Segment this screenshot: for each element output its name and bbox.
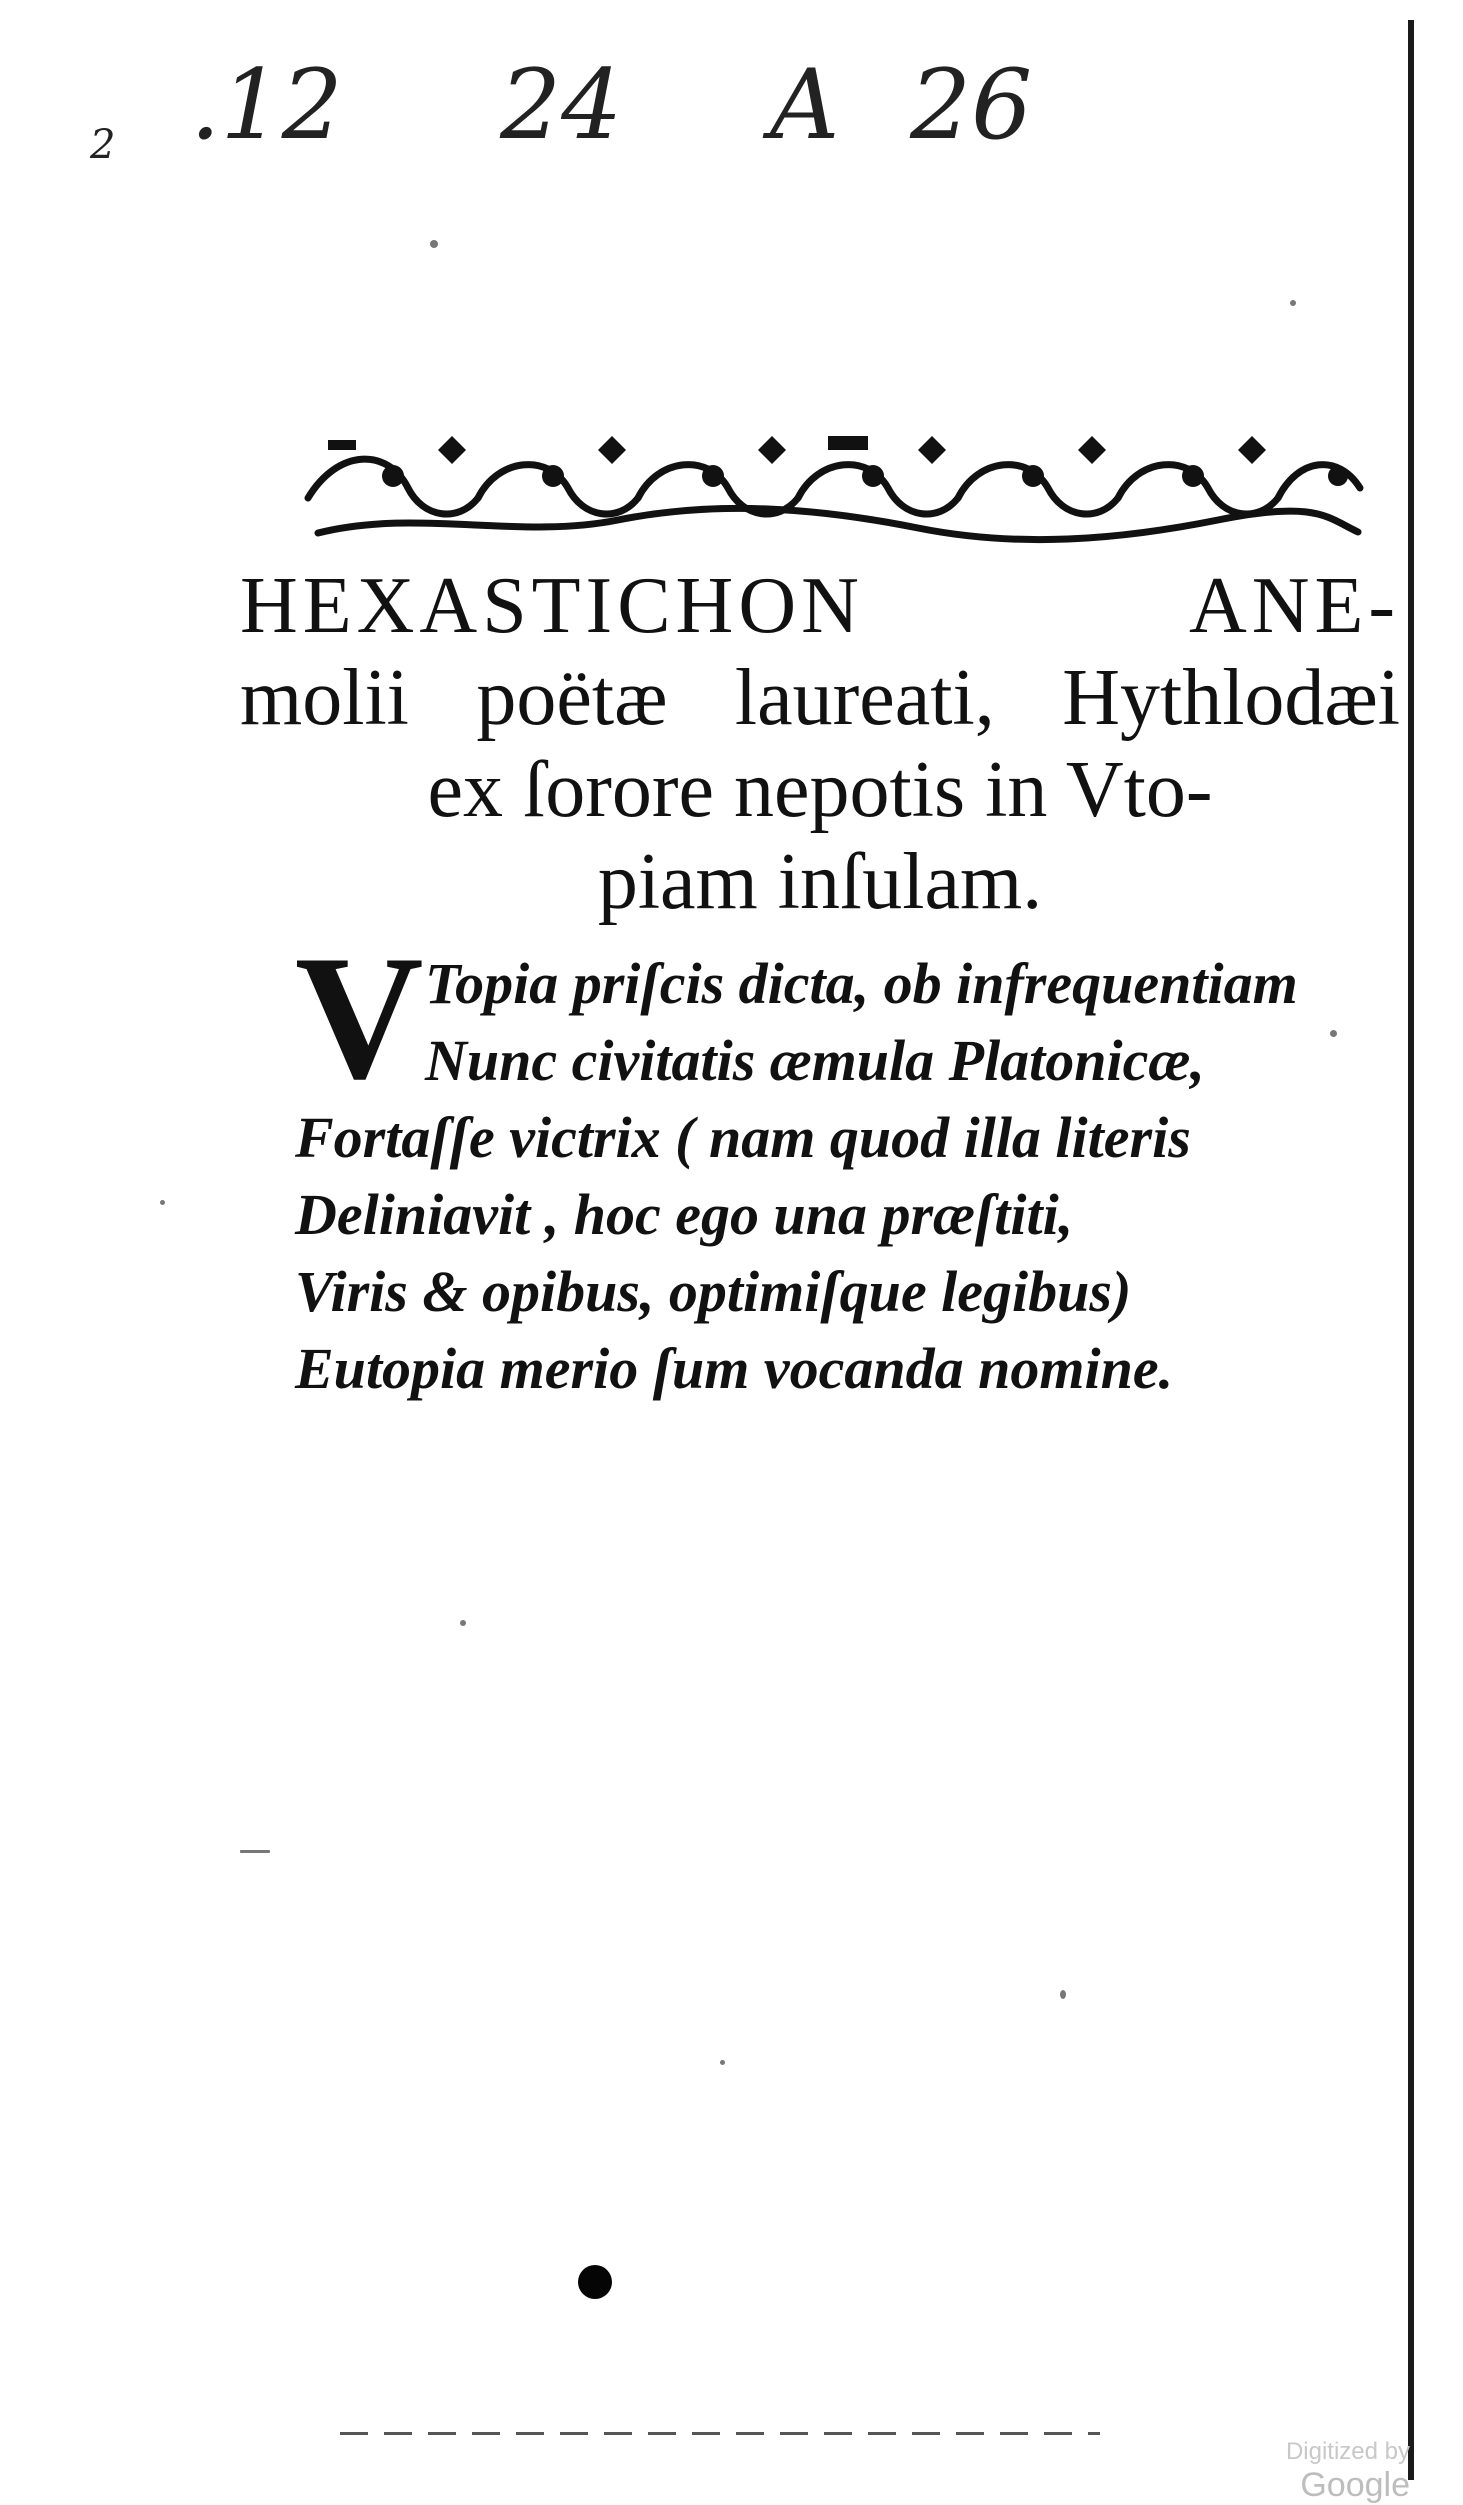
verse-line: Viris & opibus, optimiſque legibus) [295,1259,1132,1324]
headpiece-ornament-graphic [298,428,1370,546]
shelfmark-part: A [770,49,840,161]
title-heading [240,560,1400,928]
bottom-edge-marks [340,2432,1100,2435]
verse-line: Topia priſcis dicta, ob infrequentiam [425,951,1298,1016]
verse-line: Deliniavit , hoc ego una præſtiti, [295,1182,1074,1247]
heading-line: molii poëtæ laureati, Hythlodæi [240,654,1400,742]
heading-line: piam inſulam. [597,838,1043,926]
verse-line: Fortaſſe victrix ( nam quod illa literis [295,1105,1191,1170]
paper-speck [460,1620,466,1626]
paper-speck [1060,1990,1066,1999]
paper-speck [430,240,438,248]
verse-line: Nunc civitatis æmula Platonicæ, [425,1028,1205,1093]
paper-speck [1290,300,1296,306]
heading-line: HEXASTICHON ANE- [240,562,1400,650]
digitization-watermark [1178,2438,1410,2505]
heading-line: ex ſorore nepotis in Vto- [427,746,1213,834]
shelfmark-prefix: 2 [90,122,116,168]
watermark-prefix: Digitized by [1285,2438,1410,2465]
shelfmark-part: 26 [910,49,1033,161]
ink-blot [578,2265,612,2299]
page-binding-edge [1408,20,1414,2480]
verse-line: Eutopia merio ſum vocanda nomine. [295,1336,1174,1401]
paper-speck [1330,1030,1337,1037]
shelfmark-part: 24 [500,49,623,161]
watermark-brand: Google [1300,2466,1410,2504]
paper-speck [720,2060,725,2065]
verse-block [295,918,1345,1407]
paper-speck [240,1850,270,1853]
paper-speck [160,1200,165,1205]
drop-cap-initial: V [295,918,424,1116]
shelfmark-part: .12 [190,49,343,161]
ornamental-headpiece [298,428,1370,546]
handwritten-shelfmark [90,40,1090,180]
